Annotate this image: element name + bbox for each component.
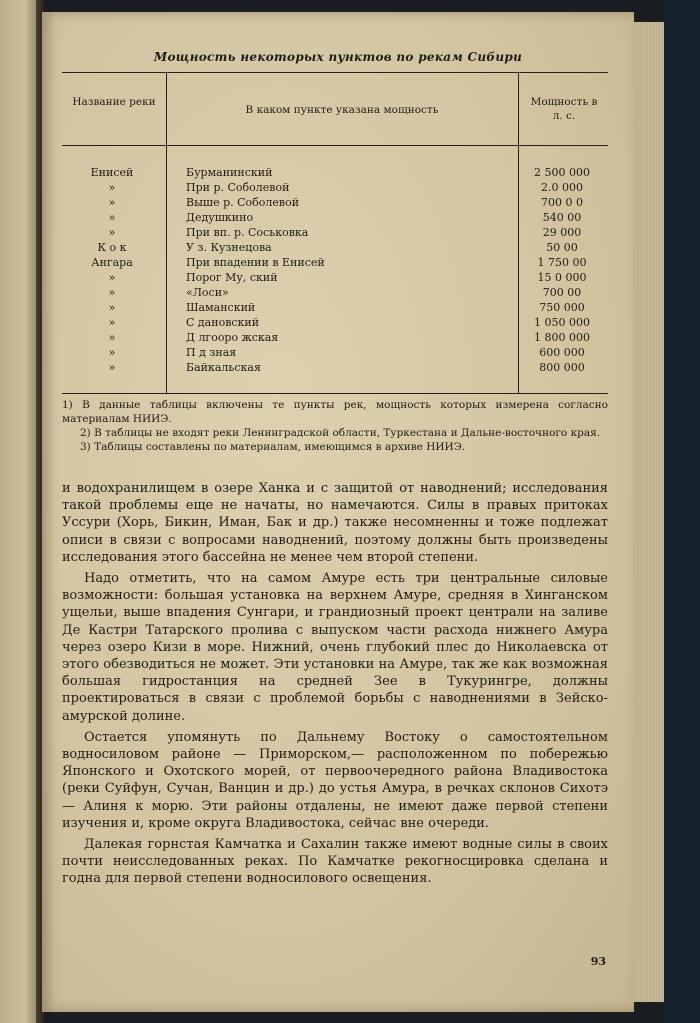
power-cell: 700 00: [542, 286, 582, 299]
page-stack-edge: [634, 22, 664, 1002]
point-cell: Выше р. Соболевой: [186, 196, 300, 209]
power-table: [62, 72, 608, 394]
river-cell: »: [108, 301, 116, 314]
footnote: 2) В таблицы не входят реки Ленинградской области, Туркестана и Дальне-восточного края.: [80, 427, 601, 439]
paragraph: Остается упомянуть по Дальнему Востоку о самостоятельном водносиловом районе — Приморском,— расположенном по побережью Японского и Охотского морей, от первоочередного района Владивостока (реки Суйфун, Сучан, Ванцин и др.) до устья Амура, в речках склонов Сихотэ — Алиня к морю. Эти районы отдалены, не имеют даже первой степени изучения и, кроме округа Владивостока, сейчас вне очереди.: [62, 729, 608, 831]
power-cell: 15 0 000: [537, 271, 587, 284]
power-cell: 600 000: [539, 346, 585, 359]
river-cell: »: [108, 361, 116, 374]
point-cell: Шаманский: [186, 301, 256, 314]
paragraph: Далекая горнстая Камчатка и Сахалин также имеют водные силы в своих почти неисследованных реках. По Камчатке рекогносцировка сделана и годна для первой степени водносилового освещения.: [62, 837, 608, 887]
power-cell: 29 000: [542, 226, 582, 239]
river-cell: »: [108, 181, 116, 194]
point-cell: При вп. р. Соськовка: [186, 226, 309, 239]
power-cell: 540 00: [542, 211, 582, 224]
point-cell: Порог Му, ский: [186, 271, 278, 284]
body-text: [62, 480, 608, 892]
header-river: Название реки: [72, 96, 156, 108]
page-number: 93: [590, 955, 606, 968]
point-cell: Байкальская: [186, 361, 261, 374]
point-cell: Дедушкино: [186, 211, 254, 224]
table-row: [62, 210, 608, 225]
header-point: В каком пункте указана мощность: [245, 104, 439, 116]
table-row: [62, 300, 608, 315]
table-row: [62, 195, 608, 210]
table-row: [62, 225, 608, 240]
power-cell: 800 000: [539, 361, 585, 374]
table-row: [62, 180, 608, 195]
header-power: Мощность в л. с.: [530, 96, 598, 122]
table-row: [62, 330, 608, 345]
table-row: [62, 255, 608, 270]
book-cover: [664, 0, 700, 1023]
paragraph: Надо отметить, что на самом Амуре есть три центральные силовые возможности: большая установка на верхнем Амуре, средняя в Хинганском ущельи, выше впадения Сунгари, и грандиозный проект централи на заливе Де Кастри Татарского пролива с выпуском части расхода нижнего Амура через озеро Кизи в море. Нижний, очень глубокий плес до Николаевска от этого обезводиться не может. Эти установки на Амуре, так же как возможная большая гидростанция на средней Зее в Тукурингре, должны проектироваться в связи с проблемой борьбы с наводнениями в Зейско-амурской долине.: [62, 571, 608, 724]
power-cell: 700 0 0: [541, 196, 583, 209]
river-cell: К о к: [97, 241, 127, 254]
river-cell: »: [108, 316, 116, 329]
river-cell: »: [108, 211, 116, 224]
table-row: [62, 285, 608, 300]
table-row: [62, 360, 608, 375]
paragraph: и водохранилищем в озере Ханка и с защитой от наводнений; исследования такой проблемы еще не начаты, но намечаются. Силы в правых притоках Уссури (Хорь, Бикин, Иман, Бак и др.) также несомненны и тоже подлежат описи в связи с вопросами наводнений, поэтому должны быть произведены исследования этого бассейна не менее чем второй степени.: [62, 481, 608, 565]
point-cell: П д зная: [186, 346, 237, 359]
table-row: [62, 345, 608, 360]
river-cell: »: [108, 331, 116, 344]
power-cell: 2 500 000: [534, 166, 590, 179]
table-row: [62, 240, 608, 255]
left-page-edge: [0, 0, 40, 1023]
book-page: [42, 12, 634, 1012]
power-cell: 1 750 00: [537, 256, 587, 269]
river-cell: »: [108, 286, 116, 299]
point-cell: При р. Соболевой: [186, 181, 290, 194]
power-cell: 1 050 000: [534, 316, 590, 329]
footnote: 3) Таблицы составлены по материалам, имеющимся в архиве НИИЭ.: [80, 441, 466, 453]
point-cell: Д лгооро жская: [186, 331, 279, 344]
table-footnotes: [62, 398, 608, 454]
power-cell: 1 800 000: [534, 331, 590, 344]
table-header: [62, 73, 608, 146]
power-cell: 50 00: [546, 241, 578, 254]
table-row: [62, 270, 608, 285]
river-cell: »: [108, 226, 116, 239]
river-cell: Енисей: [90, 166, 134, 179]
point-cell: С дановский: [186, 316, 260, 329]
table-row: [62, 165, 608, 180]
power-cell: 2.0 000: [541, 181, 583, 194]
point-cell: При впадении в Енисей: [186, 256, 325, 269]
river-cell: »: [108, 346, 116, 359]
footnote: 1) В данные таблицы включены те пункты рек, мощность которых измерена согласно материалам НИИЭ.: [62, 399, 608, 425]
river-cell: »: [108, 271, 116, 284]
point-cell: «Лоси»: [186, 286, 229, 299]
river-cell: Ангара: [91, 256, 133, 269]
table-title: Мощность некоторых пунктов по рекам Сибири: [153, 50, 523, 64]
table-row: [62, 315, 608, 330]
point-cell: У з. Кузнецова: [186, 241, 272, 254]
point-cell: Бурманинский: [186, 166, 273, 179]
river-cell: »: [108, 196, 116, 209]
power-cell: 750 000: [539, 301, 585, 314]
